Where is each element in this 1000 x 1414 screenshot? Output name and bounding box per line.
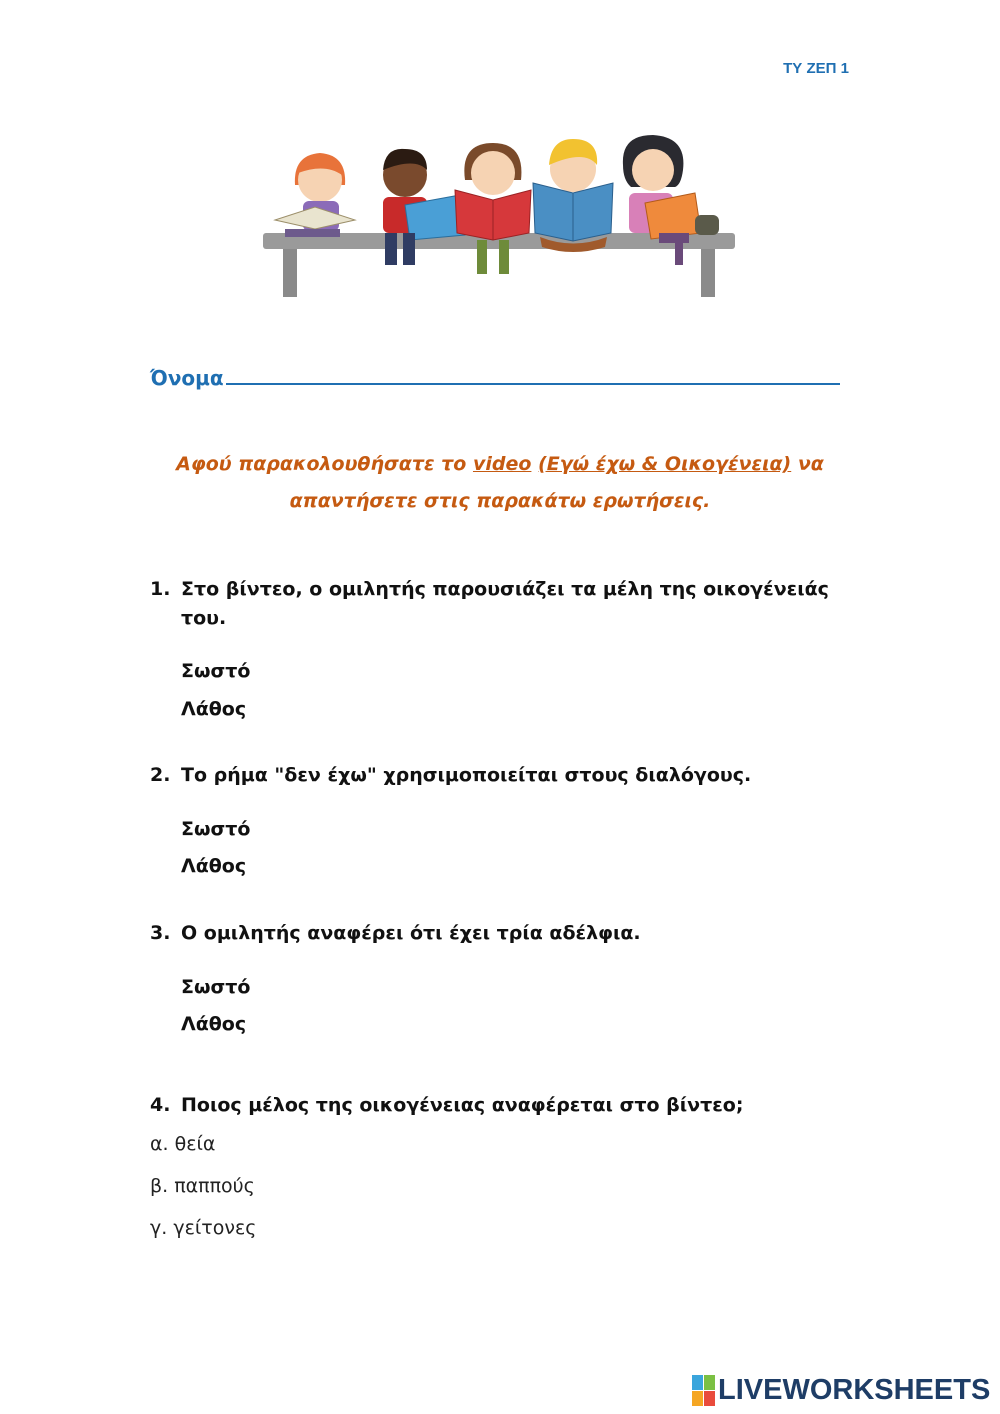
question-text: Στο βίντεο, ο ομιλητής παρουσιάζει τα μέλη της οικογένειάς του. <box>181 578 829 629</box>
question-4 <box>150 1091 870 1120</box>
name-label: Όνομα <box>150 366 224 390</box>
question-number: 2. <box>150 764 171 786</box>
option-false[interactable]: Λάθος <box>181 855 247 877</box>
option-true[interactable]: Σωστό <box>181 660 251 682</box>
document-code: ΤΥ ΖΕΠ 1 <box>783 60 849 77</box>
name-input-line[interactable] <box>226 365 840 385</box>
instructions-line-2: απαντήσετε στις παρακάτω ερωτήσεις. <box>289 490 711 512</box>
video-title-link[interactable]: (Εγώ έχω & Οικογένεια) <box>538 453 792 475</box>
instructions-line-1: Αφού παρακολουθήσατε το video (Εγώ έχω & Οικογένεια) να <box>176 453 824 475</box>
question-number: 4. <box>150 1094 171 1116</box>
liveworksheets-brand <box>692 1374 992 1408</box>
question-text: Ποιος μέλος της οικογένειας αναφέρεται στο βίντεο; <box>181 1094 744 1116</box>
option-c[interactable]: γ. γείτονες <box>150 1217 257 1239</box>
instructions <box>140 446 860 520</box>
logo-tile <box>704 1391 715 1406</box>
children-reading-illustration <box>255 125 745 305</box>
child-4 <box>533 139 613 252</box>
question-text: Το ρήμα "δεν έχω" χρησιμοποιείται στους διαλόγους. <box>181 764 752 786</box>
bench-leg <box>283 249 297 297</box>
option-false[interactable]: Λάθος <box>181 1013 247 1035</box>
bench-leg <box>701 249 715 297</box>
name-field <box>150 365 850 390</box>
child-3 <box>455 143 531 274</box>
option-true[interactable]: Σωστό <box>181 818 251 840</box>
question-3 <box>150 919 870 948</box>
brand-name: LIVEWORKSHEETS <box>718 1374 991 1406</box>
logo-tile <box>692 1375 703 1390</box>
video-link[interactable]: video <box>472 453 532 475</box>
option-b[interactable]: β. παππούς <box>150 1175 255 1197</box>
question-number: 1. <box>150 578 171 600</box>
option-a[interactable]: α. θεία <box>150 1133 216 1155</box>
question-text: Ο ομιλητής αναφέρει ότι έχει τρία αδέλφια. <box>181 922 641 944</box>
liveworksheets-logo-icon <box>692 1375 716 1407</box>
child-1 <box>275 153 355 237</box>
question-1 <box>150 575 870 633</box>
option-false[interactable]: Λάθος <box>181 698 247 720</box>
question-2 <box>150 761 870 790</box>
logo-tile <box>704 1375 715 1390</box>
logo-tile <box>692 1391 703 1406</box>
option-true[interactable]: Σωστό <box>181 976 251 998</box>
question-number: 3. <box>150 922 171 944</box>
